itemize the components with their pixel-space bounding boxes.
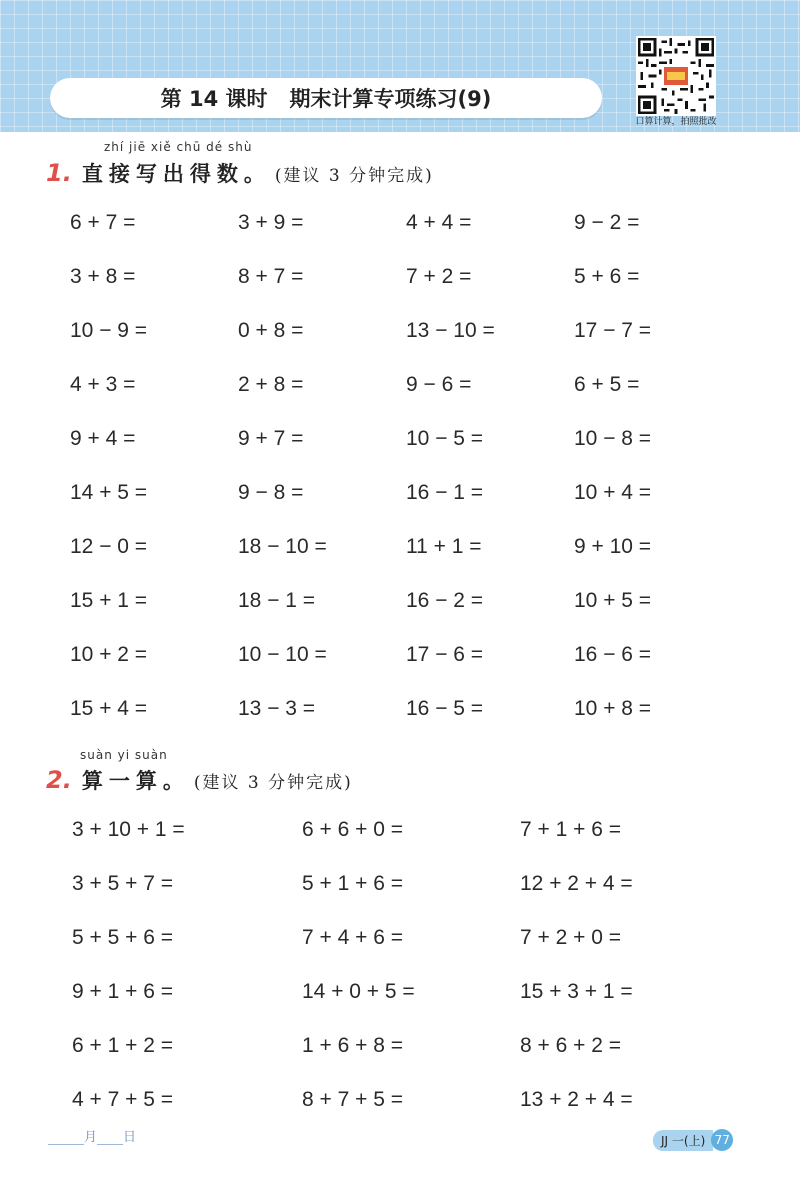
problem-item: 9 − 6 = (406, 373, 472, 396)
problem-item: 8 + 7 = (238, 265, 304, 288)
problem-item: 11 + 1 = (406, 535, 482, 558)
problem-item: 12 − 0 = (70, 535, 148, 558)
problem-item: 10 + 8 = (574, 697, 652, 720)
section1-heading (46, 158, 434, 188)
problem-item: 7 + 1 + 6 = (520, 818, 622, 841)
problem-item: 8 + 6 + 2 = (520, 1034, 622, 1057)
lesson-label: 第 14 课时 (160, 87, 268, 111)
section2-note: (建议 3 分钟完成) (193, 773, 353, 793)
section1-title: 直接写出得数。 (81, 162, 271, 186)
problem-item: 9 + 7 = (238, 427, 304, 450)
section2-title: 算一算。 (81, 769, 190, 793)
problem-item: 5 + 6 = (574, 265, 640, 288)
problem-item: 9 + 10 = (574, 535, 652, 558)
day-label: 日 (123, 1130, 137, 1145)
problem-item: 10 + 4 = (574, 481, 652, 504)
page-tag (653, 1129, 733, 1151)
problem-item: 3 + 5 + 7 = (72, 872, 174, 895)
problem-item: 14 + 0 + 5 = (302, 980, 415, 1003)
problem-item: 14 + 5 = (70, 481, 148, 504)
problem-item: 6 + 6 + 0 = (302, 818, 404, 841)
section2-number: 2. (46, 766, 72, 794)
day-blank[interactable] (97, 1128, 123, 1145)
page-title (50, 78, 602, 118)
problem-item: 10 + 2 = (70, 643, 148, 666)
problem-item: 4 + 4 = (406, 211, 472, 234)
problem-item: 7 + 2 + 0 = (520, 926, 622, 949)
qr-caption: 口算计算，拍照批改 (635, 117, 717, 127)
problem-item: 17 − 7 = (574, 319, 652, 342)
section2-pinyin: suàn yi suàn (80, 748, 168, 762)
problem-item: 16 − 1 = (406, 481, 484, 504)
problem-item: 12 + 2 + 4 = (520, 872, 633, 895)
problem-item: 3 + 8 = (70, 265, 136, 288)
problem-item: 16 − 6 = (574, 643, 652, 666)
problem-item: 9 − 2 = (574, 211, 640, 234)
month-blank[interactable] (48, 1128, 84, 1145)
problem-item: 5 + 1 + 6 = (302, 872, 404, 895)
problem-item: 3 + 10 + 1 = (72, 818, 185, 841)
section1-note: (建议 3 分钟完成) (274, 166, 434, 186)
problem-item: 8 + 7 + 5 = (302, 1088, 404, 1111)
page-number: 77 (711, 1129, 733, 1151)
problem-item: 13 + 2 + 4 = (520, 1088, 633, 1111)
problem-item: 13 − 3 = (238, 697, 316, 720)
problem-item: 9 + 1 + 6 = (72, 980, 174, 1003)
problem-item: 15 + 1 = (70, 589, 148, 612)
problem-item: 10 − 9 = (70, 319, 148, 342)
title-text: 期末计算专项练习(9) (289, 87, 492, 111)
problem-item: 7 + 4 + 6 = (302, 926, 404, 949)
problem-item: 18 − 1 = (238, 589, 316, 612)
problem-item: 13 − 10 = (406, 319, 495, 342)
problem-item: 10 − 10 = (238, 643, 327, 666)
problem-item: 18 − 10 = (238, 535, 327, 558)
problem-item: 10 − 5 = (406, 427, 484, 450)
series-label: JJ 一(上) (653, 1130, 713, 1151)
qr-code-icon[interactable] (636, 36, 716, 116)
problem-item: 16 − 2 = (406, 589, 484, 612)
problem-item: 0 + 8 = (238, 319, 304, 342)
problem-item: 9 − 8 = (238, 481, 304, 504)
problem-item: 7 + 2 = (406, 265, 472, 288)
problem-item: 3 + 9 = (238, 211, 304, 234)
problem-item: 15 + 3 + 1 = (520, 980, 633, 1003)
problem-item: 9 + 4 = (70, 427, 136, 450)
section1-problem-grid (70, 208, 742, 748)
problem-item: 10 − 8 = (574, 427, 652, 450)
section1-number: 1. (46, 159, 72, 187)
problem-item: 15 + 4 = (70, 697, 148, 720)
problem-item: 16 − 5 = (406, 697, 484, 720)
problem-item: 1 + 6 + 8 = (302, 1034, 404, 1057)
section2-problem-grid (72, 815, 720, 1139)
problem-item: 17 − 6 = (406, 643, 484, 666)
problem-item: 6 + 1 + 2 = (72, 1034, 174, 1057)
problem-item: 2 + 8 = (238, 373, 304, 396)
problem-item: 4 + 3 = (70, 373, 136, 396)
section1-pinyin: zhí jiē xiě chū dé shù (104, 140, 253, 154)
problem-item: 10 + 5 = (574, 589, 652, 612)
problem-item: 6 + 5 = (574, 373, 640, 396)
date-line (48, 1126, 136, 1145)
problem-item: 6 + 7 = (70, 211, 136, 234)
section2-heading (46, 765, 353, 795)
month-label: 月 (84, 1130, 98, 1145)
problem-item: 4 + 7 + 5 = (72, 1088, 174, 1111)
problem-item: 5 + 5 + 6 = (72, 926, 174, 949)
